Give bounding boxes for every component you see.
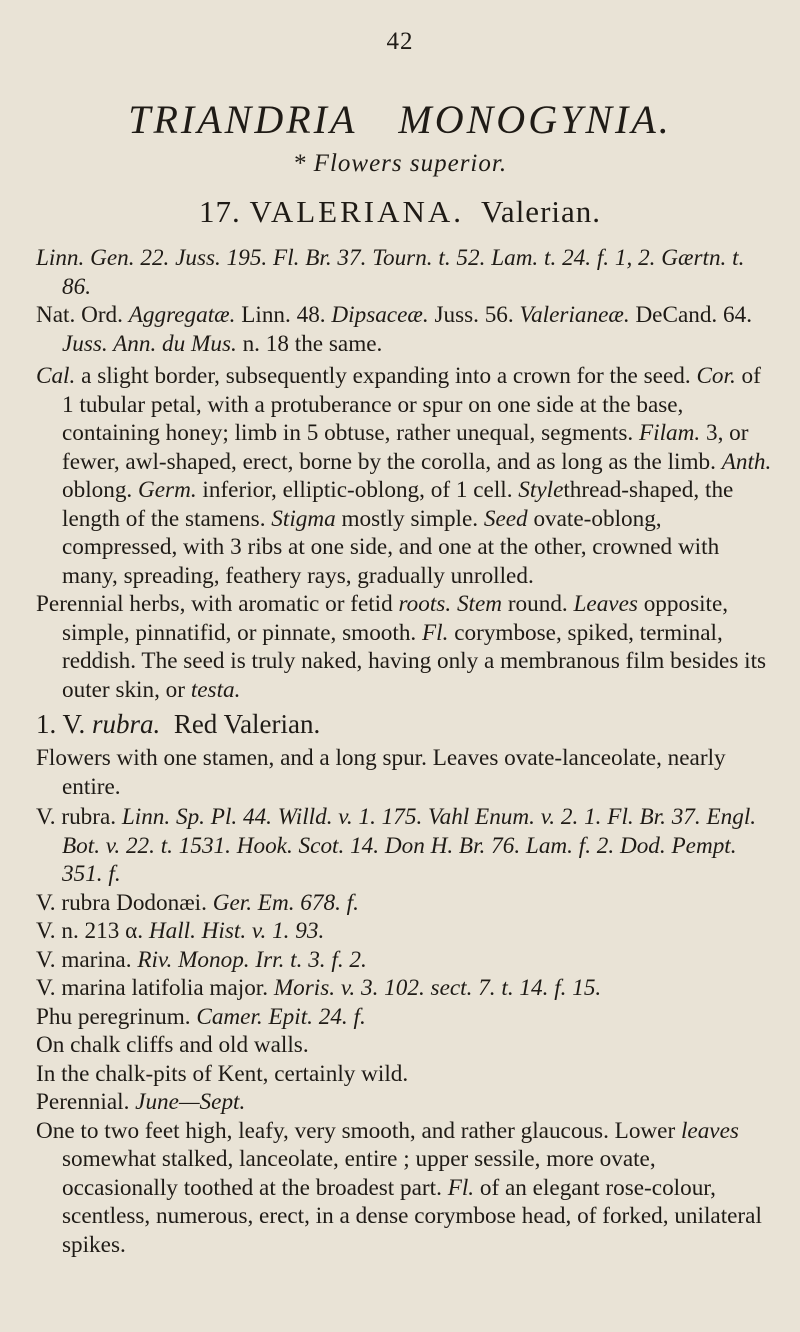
habit-text-3: opposite, simple, pinnatifid, or pinnate, smooth. [62, 591, 729, 646]
synonym-name: V. rubra Dodonæi. [36, 889, 207, 916]
habit-text-1: Perennial herbs, with aromatic or fetid [36, 591, 393, 617]
flowering-season: June—Sept. [135, 1089, 246, 1115]
corolla-text: of 1 tubular petal, with a protuberance or spur on one side at the base, containing honey; limb in 5 obtuse, rather unequal, segments. [62, 363, 761, 446]
synonym-refs: Ger. Em. 678. f. [212, 889, 359, 916]
testa-label: testa. [190, 676, 241, 703]
synonym-2 [36, 889, 774, 918]
seed-text: ovate-oblong, compressed, with 3 ribs at one side, and one at the other, crowned with many, spreading, feathery rays, gradually unrolled. [62, 505, 720, 589]
genus-heading [0, 194, 800, 230]
running-head-class: TRIANDRIA [128, 97, 358, 142]
species-description [36, 1117, 774, 1260]
habit-description [36, 590, 774, 704]
synonym-3 [36, 917, 774, 946]
species-genus-abbr: V. [62, 709, 86, 739]
flowers-label: Fl. [447, 1174, 475, 1201]
nat-ord-decandolle: Valerianeæ. [519, 302, 630, 328]
nat-ord-juss-ref: Juss. 56. [434, 302, 514, 328]
filament-label: Filam. [639, 420, 701, 446]
genus-name: VALERIANA. [249, 194, 465, 229]
species-epithet: rubra. [92, 709, 161, 739]
synonym-name: V. marina latifolia major. [36, 975, 269, 1001]
leaves-label: Leaves [573, 591, 638, 617]
stigma-text: mostly simple. [341, 505, 479, 532]
style-text: thread-shaped, the length of the stamens. [62, 477, 734, 532]
natural-order [36, 301, 774, 358]
seed-label: Seed [483, 505, 528, 532]
nat-ord-linnean: Aggregatæ. [128, 302, 236, 328]
synonym-6 [36, 1003, 774, 1032]
synonym-refs: Camer. Epit. 24. f. [196, 1003, 366, 1030]
section-subhead: * Flowers superior. [292, 150, 508, 177]
page-body [36, 244, 774, 1259]
habit-text-4: corymbose, spiked, terminal, reddish. The seed is truly naked, having only a membranous film besides its outer skin, or [62, 619, 767, 703]
anther-text: oblong. [62, 477, 133, 503]
genus-number: 17. [198, 194, 241, 229]
species-heading [36, 706, 774, 742]
description-text-3: of an elegant rose-colour, scentless, numerous, erect, in a dense corymbose head, of forked, unilateral spikes. [62, 1174, 762, 1258]
reference-list: Linn. Gen. 22. Juss. 195. Fl. Br. 37. Tourn. t. 52. Lam. t. 24. [36, 245, 592, 271]
corolla-label: Cor. [696, 363, 736, 389]
germen-text: inferior, elliptic-oblong, of 1 cell. [202, 477, 513, 503]
nat-ord-decand-ref: DeCand. 64. [635, 302, 752, 328]
nat-ord-jussieu: Dipsaceæ. [331, 302, 429, 328]
habit-text-2: round. [507, 591, 568, 617]
nat-ord-annales: Juss. Ann. du Mus. [62, 330, 237, 357]
synonym-name: Phu peregrinum. [36, 1003, 191, 1030]
description-text-2: somewhat stalked, lanceolate, entire ; upper sessile, more ovate, occasionally toothed at the broadest part. [62, 1146, 656, 1201]
style-label: Style [518, 477, 564, 503]
synonym-name: V. n. 213 α. [36, 918, 144, 944]
stem-label: Stem [456, 591, 503, 617]
synonym-1 [36, 803, 774, 889]
nat-ord-linn-ref: Linn. 48. [241, 302, 326, 328]
synonym-name: V. rubra. [36, 804, 117, 830]
genus-references [36, 244, 774, 301]
page-number: 42 [386, 28, 414, 55]
duration-line [36, 1088, 774, 1117]
synonym-refs: Moris. v. 3. 102. sect. 7. t. 14. f. 15. [273, 975, 602, 1001]
habitat-line-1: On chalk cliffs and old walls. [36, 1032, 309, 1058]
leaves-label: leaves [680, 1117, 739, 1144]
filament-text: 3, or fewer, awl-shaped, erect, borne by the corolla, and as long as the limb. [62, 420, 749, 475]
running-head [0, 96, 800, 143]
nat-ord-label: Nat. Ord. [36, 302, 123, 328]
synonym-4 [36, 946, 774, 975]
running-head-order: MONOGYNIA. [398, 97, 672, 142]
stigma-label: Stigma [271, 505, 336, 532]
species-common-name: Red Valerian. [173, 709, 321, 739]
synonym-refs: Riv. Monop. Irr. t. 3. f. 2. [137, 946, 367, 973]
generic-character [36, 362, 774, 590]
calyx-text: a slight border, subsequently expanding into a crown for the seed. [81, 363, 691, 389]
anther-label: Anth. [721, 448, 772, 475]
synonym-refs: Hall. Hist. v. 1. 93. [148, 918, 325, 944]
flowers-label: Fl. [422, 619, 449, 646]
germen-label: Germ. [138, 477, 197, 503]
description-text-1: One to two feet high, leafy, very smooth, and rather glaucous. Lower [36, 1117, 676, 1144]
nat-ord-note: n. 18 the same. [242, 330, 383, 357]
synonym-refs: Linn. Sp. Pl. 44. Willd. v. 1. 175. Vahl Enum. v. 2. 1. Fl. Br. 37. Engl. Bot. v. 22. t. 1531. Hook. Scot. 14. Don H. Br. 76. Lam. f. 2. Dod. Pempt. 351. f. [62, 804, 757, 887]
roots-label: roots. [398, 591, 452, 617]
species-number: 1. [36, 709, 57, 739]
genus-common-name: Valerian. [480, 194, 602, 229]
species-diagnosis: Flowers with one stamen, and a long spur. Leaves ovate-lanceolate, nearly entire. [36, 745, 726, 800]
synonym-name: V. marina. [36, 946, 132, 973]
calyx-label: Cal. [36, 363, 76, 389]
duration-text: Perennial. [36, 1089, 130, 1115]
synonym-5 [36, 974, 774, 1003]
reference-list-cont: f. 1, 2. Gærtn. t. 86. [62, 245, 745, 300]
habitat-line-2: In the chalk-pits of Kent, certainly wild. [36, 1060, 409, 1087]
